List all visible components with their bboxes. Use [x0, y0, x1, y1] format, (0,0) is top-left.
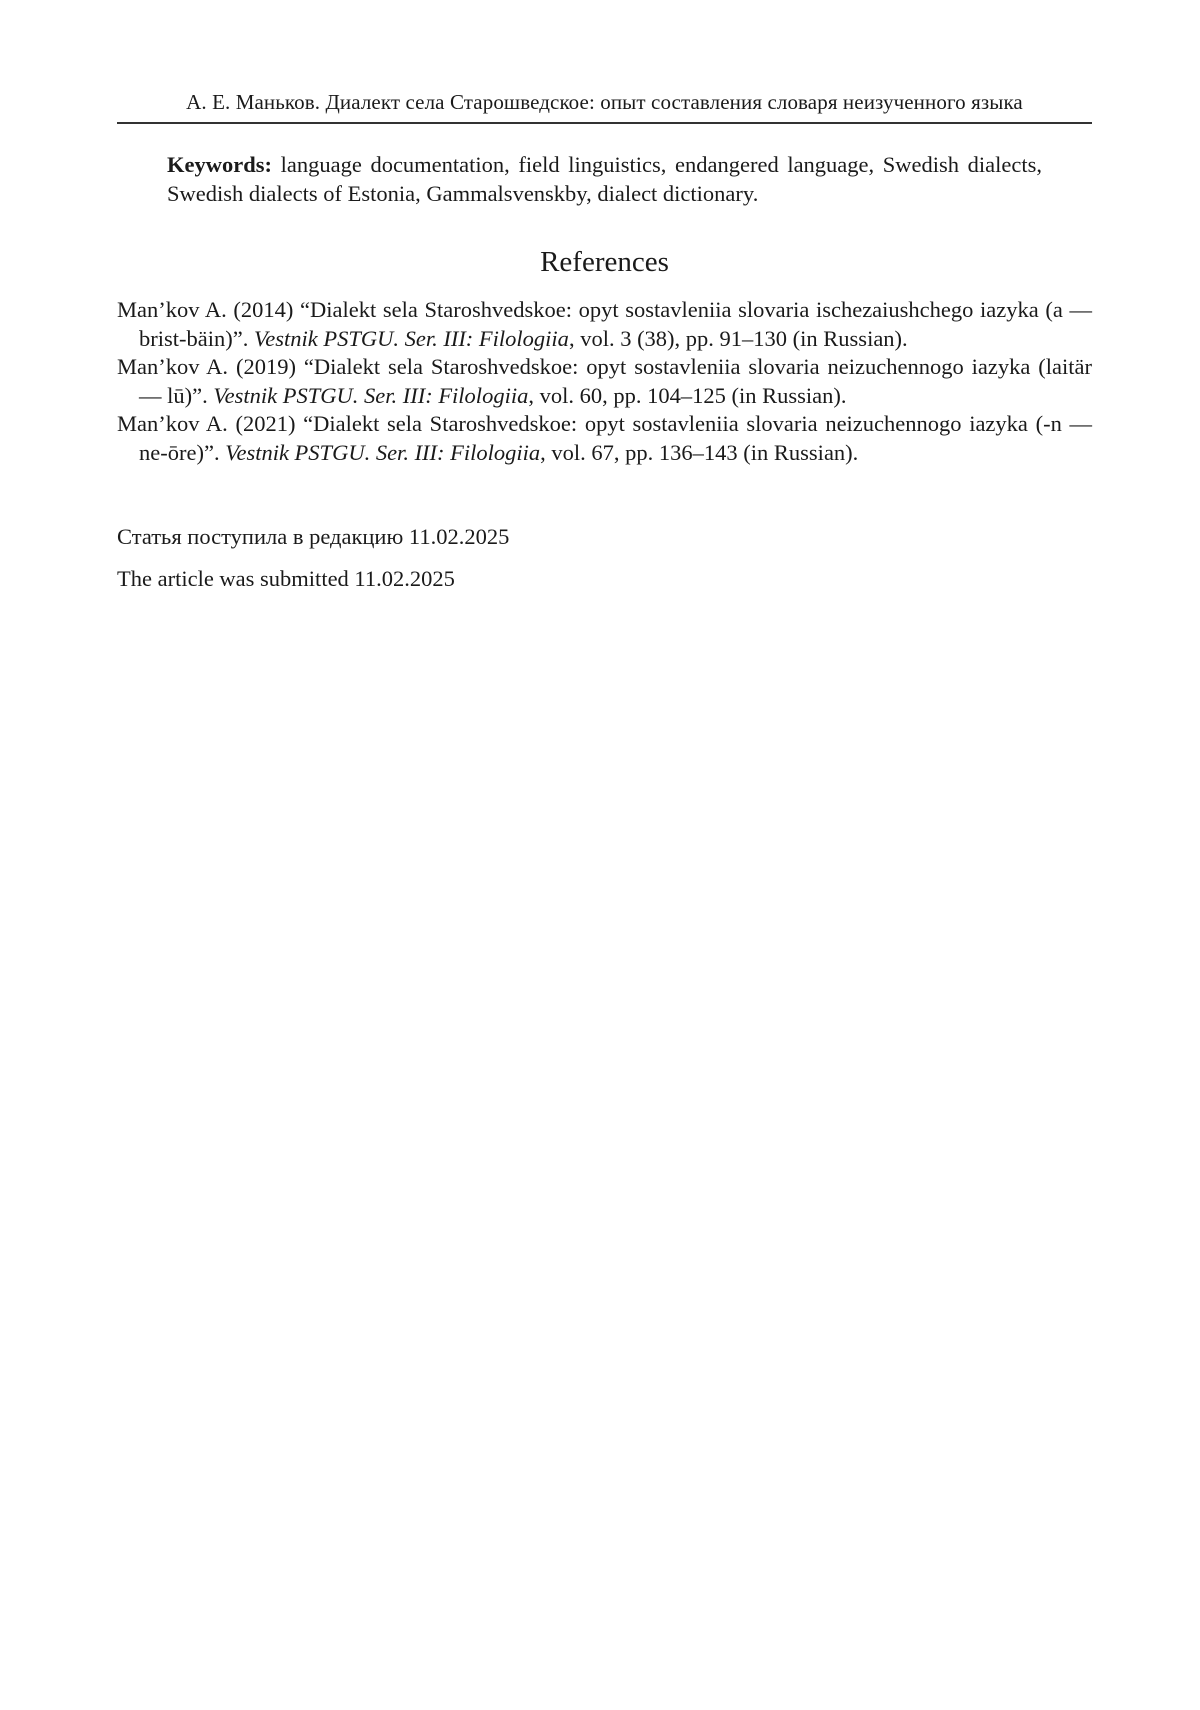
header-divider [117, 122, 1092, 124]
submission-date-ru: Статья поступила в редакцию 11.02.2025 [117, 524, 510, 549]
references-heading: References [540, 246, 669, 278]
reference-journal: Vestnik PSTGU. Ser. III: Filologiia [213, 382, 529, 408]
keywords-label: Keywords: [167, 152, 272, 177]
references-list [117, 296, 1092, 467]
reference-details: , vol. 60, pp. 104–125 (in Russian). [528, 382, 847, 408]
reference-journal: Vestnik PSTGU. Ser. III: Filologiia [253, 325, 569, 351]
running-header: А. Е. Маньков. Диалект села Старошведское: опыт составления словаря неизученного языка [186, 90, 1023, 114]
keywords-text: language documentation, field linguistics, endangered language, Swedish dialects, Swedish dialects of Estonia, Gammalsvenskby, dialect dictionary. [167, 152, 1042, 206]
reference-text: Man’kov A. (2014) “Dialekt sela Staroshvedskoe: opyt sostavleniia slovaria ischezaiushchego iazyka (a — brist-bäin)”. [117, 297, 1092, 351]
reference-details: , vol. 3 (38), pp. 91–130 (in Russian). [568, 325, 908, 351]
reference-details: , vol. 67, pp. 136–143 (in Russian). [540, 439, 859, 465]
reference-item [117, 353, 1092, 410]
keywords-paragraph [167, 151, 1042, 208]
reference-text: Man’kov A. (2021) “Dialekt sela Staroshvedskoe: opyt sostavleniia slovaria neizuchennogo iazyka (-n — ne-ōre)”. [117, 411, 1092, 465]
reference-text: Man’kov A. (2019) “Dialekt sela Staroshvedskoe: opyt sostavleniia slovaria neizuchennogo iazyka (laitär — lū)”. [117, 354, 1092, 408]
reference-item [117, 296, 1092, 353]
reference-item [117, 410, 1092, 467]
submission-date-en: The article was submitted 11.02.2025 [117, 566, 455, 591]
reference-journal: Vestnik PSTGU. Ser. III: Filologiia [225, 439, 541, 465]
